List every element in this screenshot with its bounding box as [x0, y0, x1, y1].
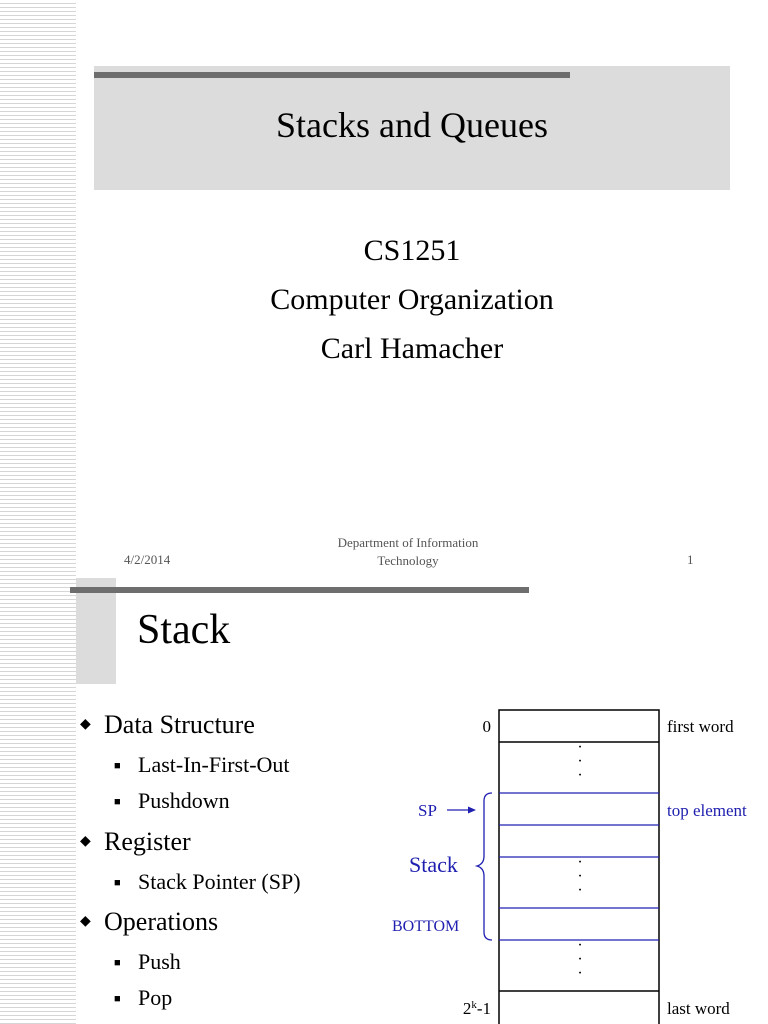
bullet-text: Data Structure	[104, 710, 255, 739]
author-name: Carl Hamacher	[320, 332, 504, 365]
diamond-bullet-icon: ◆	[80, 914, 91, 929]
sp-arrowhead-icon	[468, 807, 476, 814]
diamond-bullet-icon: ◆	[80, 834, 91, 849]
square-bullet-icon: ■	[114, 760, 121, 772]
ellipsis-dot: ·	[577, 854, 583, 871]
square-bullet-icon: ■	[114, 957, 121, 969]
square-bullet-icon: ■	[114, 993, 121, 1005]
ellipsis-dot: ·	[577, 868, 583, 885]
first-word-label: first word	[667, 717, 734, 736]
ellipsis-dot: ·	[577, 882, 583, 899]
footer-page-number: 1	[687, 552, 694, 567]
sub-bullet-pushdown	[114, 788, 230, 814]
sub-bullet-pop	[114, 985, 172, 1011]
slide2-title: Stack	[137, 607, 231, 653]
sub-bullet-text: Stack Pointer (SP)	[138, 869, 301, 894]
ellipsis-dot: ·	[577, 965, 583, 982]
bottom-label: BOTTOM	[392, 918, 460, 935]
ellipsis-dot: ·	[577, 937, 583, 954]
stack-memory-diagram	[380, 700, 768, 1024]
stack-label: Stack	[409, 852, 458, 877]
footer-date: 4/2/2014	[124, 552, 171, 567]
course-code: CS1251	[363, 234, 461, 267]
sub-bullet-text: Pop	[138, 985, 173, 1010]
address-last	[463, 999, 491, 1018]
sub-bullet-push	[114, 949, 181, 975]
title-accent-block	[76, 578, 116, 684]
bullet-text: Register	[104, 827, 191, 856]
sp-label: SP	[418, 801, 437, 820]
address-last-base: 2	[462, 999, 472, 1018]
stack-brace-icon	[477, 793, 492, 940]
course-name: Computer Organization	[270, 283, 554, 316]
square-bullet-icon: ■	[114, 796, 121, 808]
sub-bullet-text: Last-In-First-Out	[138, 752, 290, 777]
bullet-text: Operations	[104, 907, 219, 936]
sub-bullet-text: Pushdown	[138, 788, 230, 813]
sub-bullet-lifo	[114, 752, 290, 778]
address-first: 0	[482, 717, 491, 736]
striped-sidebar	[0, 0, 76, 1024]
ellipsis-dot: ·	[577, 767, 583, 784]
slide2-rule	[70, 587, 529, 593]
square-bullet-icon: ■	[114, 877, 121, 889]
slide1-title: Stacks and Queues	[276, 105, 548, 145]
footer-department-line2: Technology	[377, 553, 439, 568]
top-element-label: top element	[667, 801, 747, 820]
address-last-suffix: -1	[476, 999, 491, 1018]
ellipsis-dot: ·	[577, 951, 583, 968]
ellipsis-dot: ·	[577, 739, 583, 756]
bullet-register	[80, 827, 191, 857]
footer-department	[308, 534, 508, 570]
bullet-data-structure	[80, 710, 255, 740]
last-word-label: last word	[667, 999, 730, 1018]
footer-department-line1: Department of Information	[337, 535, 479, 550]
bullet-operations	[80, 907, 218, 937]
title-rule	[94, 72, 570, 78]
address-last-exponent: k	[471, 999, 477, 1011]
diamond-bullet-icon: ◆	[80, 717, 91, 732]
ellipsis-dot: ·	[577, 753, 583, 770]
sub-bullet-sp	[114, 869, 301, 895]
sub-bullet-text: Push	[138, 949, 181, 974]
